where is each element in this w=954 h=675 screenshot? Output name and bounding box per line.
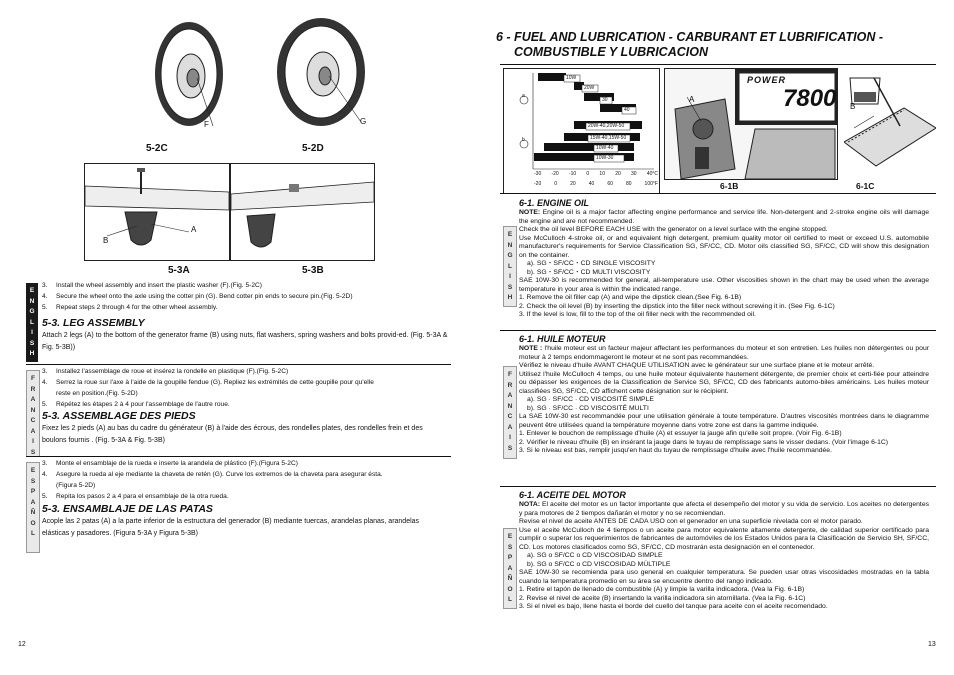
- row-label-a: a: [522, 93, 525, 99]
- section-title: [496, 30, 936, 60]
- step-number: [42, 480, 50, 491]
- text-line: a). SG・SF/CC・CD SINGLE VISCOSITY: [527, 260, 656, 267]
- espanol-steps: [42, 458, 447, 502]
- section-title-line2: COMBUSTIBLE Y LUBRICACION: [514, 45, 708, 59]
- figure-5-2c: [153, 14, 225, 140]
- callout-b-5-3a: B: [103, 236, 109, 245]
- divider-french: [26, 364, 451, 365]
- lang-tag-francais: F R A N C A I S: [26, 370, 40, 457]
- celsius-tick: 40°C: [646, 171, 658, 177]
- grade-20: 20: [590, 94, 596, 100]
- text-line: Utilisez l'huile McCulloch 4 temps, ou une huile moteur équivalente hautement détergente, de premier choix et certi-fiée pour atteindre ou dépasser les exigences de la Classification de Service SG, SF/CC, CD des fabricants automo-biles américains. Les huiles moteur classifiées SG, SF/CC, CD affichent cette désignation sur le récipient.: [519, 370, 929, 395]
- figure-6-1b: [664, 68, 838, 180]
- fahrenheit-tick: 80: [625, 181, 632, 187]
- step-text: reste en position.(Fig. 5-2D): [56, 390, 138, 397]
- step-text: Repeat steps 2 through 4 for the other wheel assembly.: [56, 304, 218, 311]
- text-line: SAE 10W-30 is recommended for general, all-temperature use. Other viscosities shown in the chart may be used when the average temperature in your area is within the indicated range.: [519, 277, 929, 293]
- celsius-tick: 20: [615, 171, 621, 177]
- step-number: 4.: [42, 471, 48, 478]
- page-number-left: 12: [18, 641, 26, 648]
- text-line: Revise el nivel de aceite ANTES DE CADA USO con el generador en una superficie nivelada con el motor parado.: [519, 518, 863, 525]
- text-line: [519, 209, 929, 226]
- text-line: a). SG · SF/CC · CD VISCOSITÉ SIMPLE: [527, 396, 654, 403]
- body-assemblage-pieds: Fixez les 2 pieds (A) au bas du cadre du générateur (B) à l'aide des écrous, des rondelles plates, des rondelles frein et des boulons fournis . (Fig. 5-3A & Fig. 5-3B): [42, 425, 423, 444]
- leg-illustration-5-3a: [85, 164, 229, 260]
- figure-5-3b: [230, 163, 375, 261]
- figure-5-2d: [273, 14, 371, 140]
- caption-6-1b: 6-1B: [720, 181, 739, 191]
- celsius-tick: 10: [599, 171, 605, 177]
- fahrenheit-tick: 100°F: [644, 181, 658, 187]
- text-line: 2. Check the oil level (B) by inserting the dipstick into the filler neck without screwing it in. (See Fig. 6-1C): [519, 302, 835, 310]
- note-label: NOTE:: [519, 209, 541, 216]
- step-row: [42, 377, 447, 388]
- viscosity-chart: [503, 68, 660, 194]
- body-leg-assembly: Attach 2 legs (A) to the bottom of the generator frame (B) using nuts, flat washers, spring washers and bolts provid-ed. (Fig. 5-3A & Fig. 5-3B)): [42, 332, 448, 351]
- caption-5-3a: 5-3A: [168, 265, 190, 276]
- text-line: 1. Remove the oil filler cap (A) and wipe the dipstick clean.(See Fig. 6-1B): [519, 294, 742, 301]
- step-number: 4.: [42, 293, 48, 300]
- text-line: 1. Enlever le bouchon de remplissage d'huile (A) et essuyer la jauge afin qu'elle soit propre. (Voir Fig. 6-1B): [519, 430, 842, 437]
- caption-5-3b: 5-3B: [302, 265, 324, 276]
- step-row: [42, 458, 447, 469]
- francais-steps: [42, 366, 447, 410]
- oil-filler-illustration: [844, 68, 936, 178]
- step-number: 5.: [42, 401, 48, 408]
- step-row: [42, 469, 447, 480]
- grade-30: 30: [602, 97, 608, 103]
- grade-15w40-15w50: 15W-40,15W-50: [590, 135, 627, 141]
- fahrenheit-tick: 40: [588, 181, 595, 187]
- grade-20w40-20w50: 20W-40,20W-50: [588, 123, 625, 129]
- step-text: Secure the wheel onto the axle using the cotter pin (G). Bend cotter pin ends to secure pin.(Fig. 5-2D): [56, 293, 353, 300]
- step-number: 5.: [42, 304, 48, 311]
- celsius-tick: -30: [534, 171, 542, 177]
- step-text: Répétez les étapes 2 à 4 pour l'assemblage de l'autre roue.: [56, 401, 230, 408]
- text-line: l'huile moteur est un facteur majeur affectant les performances du moteur et son entretien. Les huiles non détergentes ou pour moteur à 2 temps endommageront le moteur et ne sont pas recommandées.: [519, 345, 929, 361]
- caption-5-2d: 5-2D: [302, 143, 324, 154]
- leg-illustration-5-3b: [231, 164, 374, 260]
- lang-tag-english: E N G L I S H: [26, 283, 38, 362]
- step-row: [42, 399, 447, 410]
- wheel-illustration-5-2c: [153, 14, 225, 140]
- grade-10w40: 10W-40: [596, 145, 614, 151]
- step-text: Install the wheel assembly and insert the plastic washer (F).(Fig. 5-2C): [56, 282, 262, 289]
- step-number: [42, 388, 50, 399]
- step-row: [42, 280, 447, 291]
- divider-spanish: [26, 456, 451, 457]
- callout-f: F: [204, 120, 209, 129]
- fahrenheit-tick: 0: [554, 181, 558, 187]
- step-text: Asegure la rueda al eje mediante la chaveta de retén (G). Curve los extremos de la chaveta para asegurar ésta.: [56, 471, 383, 478]
- grade-20w: 20W: [584, 85, 595, 91]
- fahrenheit-tick: 60: [607, 181, 613, 187]
- step-number: 3.: [42, 368, 48, 375]
- caption-6-1c: 6-1C: [856, 181, 875, 191]
- wheel-illustration-5-2d: [273, 14, 371, 140]
- heading-huile-moteur: 6-1. HUILE MOTEUR: [519, 334, 606, 344]
- text-line: Use el aceite McCulloch de 4 tiempos o un aceite para motor equivalente altamente detergente, de calidad superior certificado para cumplir o superar los requerimientos de fabricantes de automóviles de los Estados Unidos para la Clasificación de Servicio SH, SF/CC, CD. Los motores clasificados como SG, SF/CC, CD mostrarán esta designación en el contenedor.: [519, 526, 929, 551]
- heading-assemblage-pieds: 5-3. ASSEMBLAGE DES PIEDS: [42, 410, 196, 422]
- text-line: a). SG o SF/CC o CD VISCOSIDAD SIMPLE: [527, 552, 663, 559]
- english-steps: [42, 280, 447, 313]
- celsius-tick: 30: [631, 171, 637, 177]
- note-label: NOTE :: [519, 345, 543, 352]
- text-line: 3. Si le niveau est bas, remplir jusqu'en haut du tuyau de remplissage d'huile avec l'huile recommandée.: [519, 447, 832, 454]
- text-line: [519, 501, 929, 518]
- heading-leg-assembly: 5-3. LEG ASSEMBLY: [42, 317, 145, 329]
- text-line: b). SG・SF/CC・CD MULTI VISCOSITY: [527, 268, 651, 276]
- generator-brand: POWER: [747, 75, 787, 85]
- step-number: 5.: [42, 493, 48, 500]
- step-row: [42, 366, 447, 377]
- figure-5-3a: [84, 163, 230, 261]
- text-line: 2. Vérifier le niveau d'huile (B) en insérant la jauge dans le tuyau de remplissage sans le visser dedans. (Voir l'image 6-1C): [519, 438, 889, 446]
- text-line: Engine oil is a major factor affecting engine performance and service life. Non-detergent and 2-stroke engine oils will damage the engine and are not recommended.: [519, 209, 930, 225]
- huile-moteur-text: [519, 345, 929, 456]
- title-rule: [500, 64, 936, 65]
- fahrenheit-axis: [534, 181, 658, 187]
- text-line: b). SG o SF/CC o CD VISCOSIDAD MÚLTIPLE: [527, 560, 671, 568]
- lang-tag-oil-espanol: E S P A Ñ O L: [503, 528, 517, 609]
- step-row: [42, 388, 447, 399]
- step-text: Serrez la roue sur l'axe à l'aide de la goupille fendue (G). Repliez les extrémités de cette goupille pour qu'elle: [56, 379, 374, 386]
- text-line: El aceite del motor es un factor importante que afecta el desempeño del motor y su vida de servicio. Los aceites no detergentes y para motores de 2 tiempos dañarán el motor y no se recomiendan.: [519, 501, 929, 517]
- fahrenheit-tick: 20: [570, 181, 576, 187]
- step-number: 3.: [42, 282, 48, 289]
- figure-6-1c: [844, 68, 936, 178]
- lang-tag-espanol: E S P A Ñ O L: [26, 462, 40, 553]
- text-line: 3. Si el nivel es bajo, llene hasta el borde del cuello del tanque para aceite con el aceite recomendado.: [519, 603, 828, 610]
- step-row: [42, 491, 447, 502]
- lang-tag-oil-english: E N G L I S H: [503, 226, 517, 307]
- text-line: Use McCulloch 4-stroke oil, or and equivalent high detergent, premium quality motor oil certified to meet or exceed U.S. automobile manufacturer's requirements for Service Classification SG, SF/CC, CD. Motor oils classified SG, SF/CC, CD will show this designation on the container.: [519, 234, 929, 259]
- text-line: 2. Revise el nivel de aceite (B) insertando la varilla indicadora sin atornillarla. (Vea la Fig. 6-1C): [519, 594, 806, 602]
- lang-tag-oil-francais: F R A N C A I S: [503, 366, 517, 459]
- celsius-tick: 0: [586, 171, 590, 177]
- text-line: Vérifiez le niveau d'huile AVANT CHAQUE UTILISATION avec le générateur sur une surface plane et le moteur arrêté.: [519, 362, 875, 369]
- row-label-b: b: [522, 137, 525, 143]
- celsius-tick: -20: [551, 171, 559, 177]
- page-number-right: 13: [928, 641, 936, 648]
- text-line: b). SG · SF/CC · CD VISCOSITÉ MULTI: [527, 404, 649, 412]
- heading-ensamblaje-patas: 5-3. ENSAMBLAJE DE LAS PATAS: [42, 503, 213, 515]
- celsius-tick: -10: [568, 171, 577, 177]
- text-line: Check the oil level BEFORE EACH USE with the generator on a level surface with the engine stopped.: [519, 226, 828, 233]
- divider-oil-french: [500, 330, 936, 331]
- engine-oil-text: [519, 209, 929, 320]
- step-text: Installez l'assemblage de roue et insérez la rondelle en plastique (F).(Fig. 5-2C): [56, 368, 289, 375]
- note-label: NOTA:: [519, 501, 541, 508]
- step-number: 3.: [42, 460, 48, 467]
- step-row: [42, 291, 447, 302]
- step-row: [42, 480, 447, 491]
- grade-10w30: 10W-30: [596, 155, 614, 161]
- grade-10w: 10W: [566, 75, 577, 81]
- section-title-line1: 6 - FUEL AND LUBRICATION - CARBURANT ET LUBRIFICATION -: [496, 30, 884, 44]
- step-text: Repita los pasos 2 a 4 para el ensamblaje de la otra rueda.: [56, 493, 229, 500]
- text-line: La SAE 10W-30 est recommandée pour une utilisation générale à toute température. D'autres viscosités montrées dans le diagramme peuvent être utilisées quand la température moyenne dans votre zone est dans la gamme indiquée.: [519, 413, 929, 429]
- step-text: Monte el ensamblaje de la rueda e inserte la arandela de plástico (F).(Figura 5-2C): [56, 460, 298, 467]
- step-row: [42, 302, 447, 313]
- fahrenheit-tick: -20: [534, 181, 542, 187]
- divider-oil-spanish: [500, 486, 936, 487]
- grade-40: 40: [624, 107, 630, 113]
- step-text: (Figura 5-2D): [56, 482, 96, 489]
- callout-a-6-1b: A: [689, 95, 695, 104]
- heading-engine-oil: 6-1. ENGINE OIL: [519, 198, 590, 208]
- caption-5-2c: 5-2C: [146, 143, 168, 154]
- text-line: [519, 345, 929, 362]
- text-line: 3. If the level is low, fill to the top of the oil filler neck with the recommended oil.: [519, 311, 756, 318]
- aceite-motor-text: [519, 501, 929, 612]
- callout-g: G: [360, 117, 367, 126]
- step-number: 4.: [42, 379, 48, 386]
- callout-a-5-3a: A: [191, 225, 197, 234]
- generator-model: 7800: [783, 85, 837, 112]
- callout-b-6-1c: B: [850, 102, 856, 111]
- text-line: 1. Retire el tapón de llenado de combustible (A) y limpie la varilla indicadora. (Vea la Fig. 6-1B): [519, 586, 805, 593]
- heading-aceite-motor: 6-1. ACEITE DEL MOTOR: [519, 490, 626, 500]
- text-line: SAE 10W-30 se recomienda para uso general en cualquier temperatura. Se pueden usar otras viscosidades mostradas en la tabla cuando la temperatura promedio en su área se encuentre dentro del rango indicado.: [519, 569, 929, 585]
- divider-oil-english: [500, 193, 936, 194]
- celsius-axis: [534, 171, 658, 177]
- body-ensamblaje-patas: Acople las 2 patas (A) a la parte inferior de la estructura del generador (B) mediante tuercas, arandelas planas, arandelas elásticas y pasadores. (Figura 5-3A y Figura 5-3B): [42, 518, 420, 537]
